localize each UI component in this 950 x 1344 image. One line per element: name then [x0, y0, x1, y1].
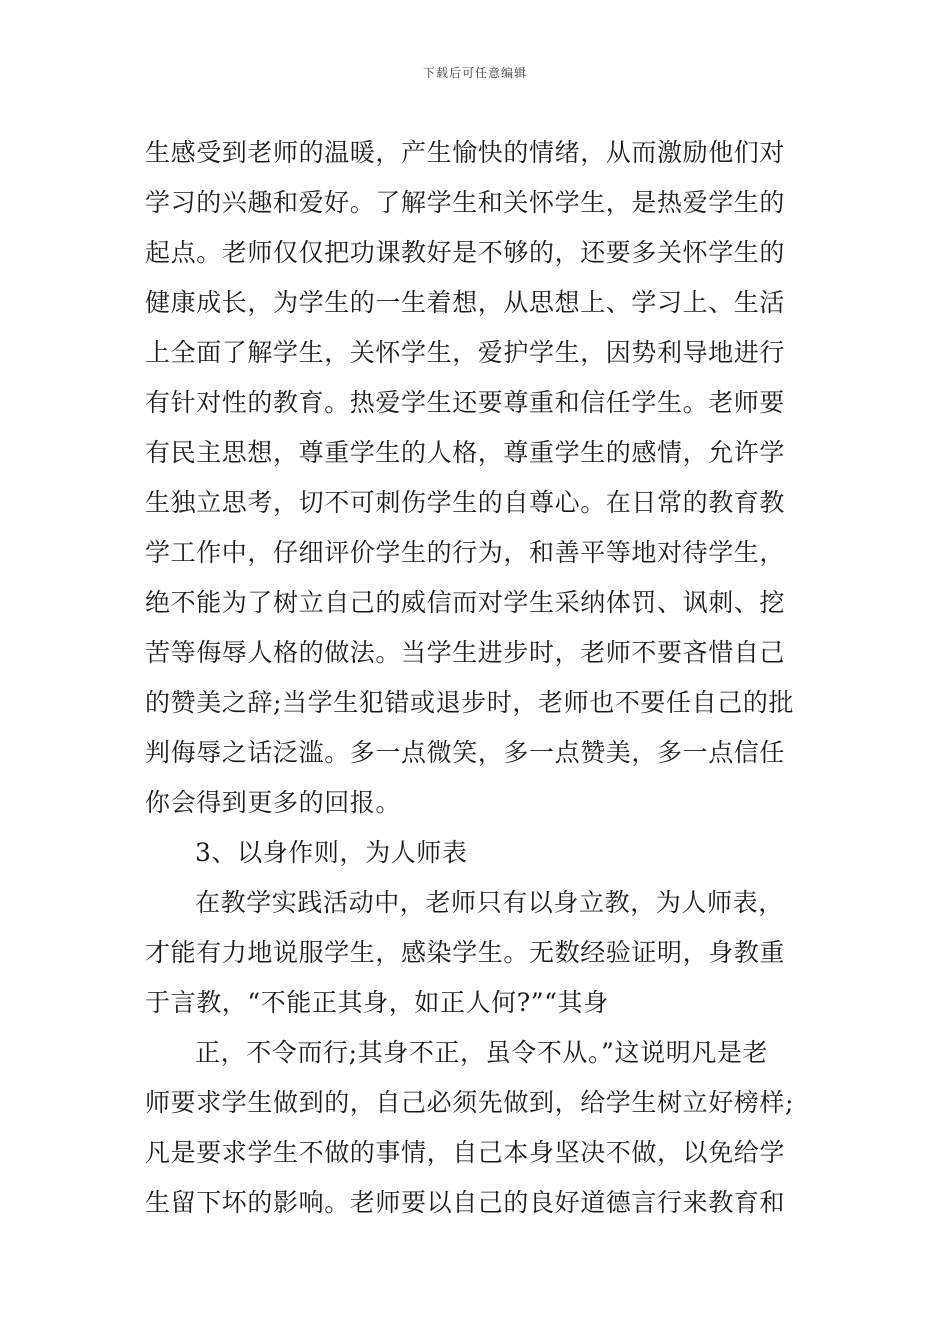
text-line: 生留下坏的影响。老师要以自己的良好道德言行来教育和 — [145, 1188, 786, 1217]
page-header: 下载后可任意编辑 — [422, 66, 527, 80]
text-line: 生独立思考，切不可刺伤学生的自尊心。在日常的教育教 — [145, 488, 786, 517]
text-line: 绝不能为了树立自己的威信而对学生采纳体罚、讽刺、挖 — [145, 588, 786, 617]
text-line: 有民主思想，尊重学生的人格，尊重学生的感情，允许学 — [145, 438, 786, 467]
paragraph-start-line: 正，不令而行;其身不正，虽令不从。”这说明凡是老 — [195, 1038, 769, 1067]
text-line: 起点。老师仅仅把功课教好是不够的，还要多关怀学生的 — [145, 238, 786, 267]
body-text — [145, 128, 810, 1228]
text-line: 师要求学生做到的，自己必须先做到，给学生树立好榜样; — [145, 1088, 795, 1117]
text-line: 判侮辱之话泛滥。多一点微笑，多一点赞美，多一点信任 — [145, 738, 786, 767]
text-line: 你会得到更多的回报。 — [145, 788, 402, 817]
text-line: 生感受到老师的温暖，产生愉快的情绪，从而激励他们对 — [145, 138, 786, 167]
text-line: 学工作中，仔细评价学生的行为，和善平等地对待学生， — [145, 538, 786, 567]
text-line: 凡是要求学生不做的事情，自己本身坚决不做，以免给学 — [145, 1138, 786, 1167]
text-line: 有针对性的教育。热爱学生还要尊重和信任学生。老师要 — [145, 388, 786, 417]
text-line: 于言教，“不能正其身，如正人何?”“其身 — [145, 988, 609, 1017]
text-line: 健康成长，为学生的一生着想，从思想上、学习上、生活 — [145, 288, 786, 317]
section-heading: 3、以身作则，为人师表 — [195, 838, 468, 867]
text-line: 才能有力地说服学生，感染学生。无数经验证明，身教重 — [145, 938, 786, 967]
text-line: 的赞美之辞;当学生犯错或退步时，老师也不要任自己的批 — [145, 688, 795, 717]
paragraph-start-line: 在教学实践活动中，老师只有以身立教，为人师表， — [195, 888, 784, 917]
text-line: 上全面了解学生，关怀学生，爱护学生，因势利导地进行 — [145, 338, 786, 367]
text-line: 学习的兴趣和爱好。了解学生和关怀学生，是热爱学生的 — [145, 188, 786, 217]
text-line: 苦等侮辱人格的做法。当学生进步时，老师不要吝惜自己 — [145, 638, 786, 667]
